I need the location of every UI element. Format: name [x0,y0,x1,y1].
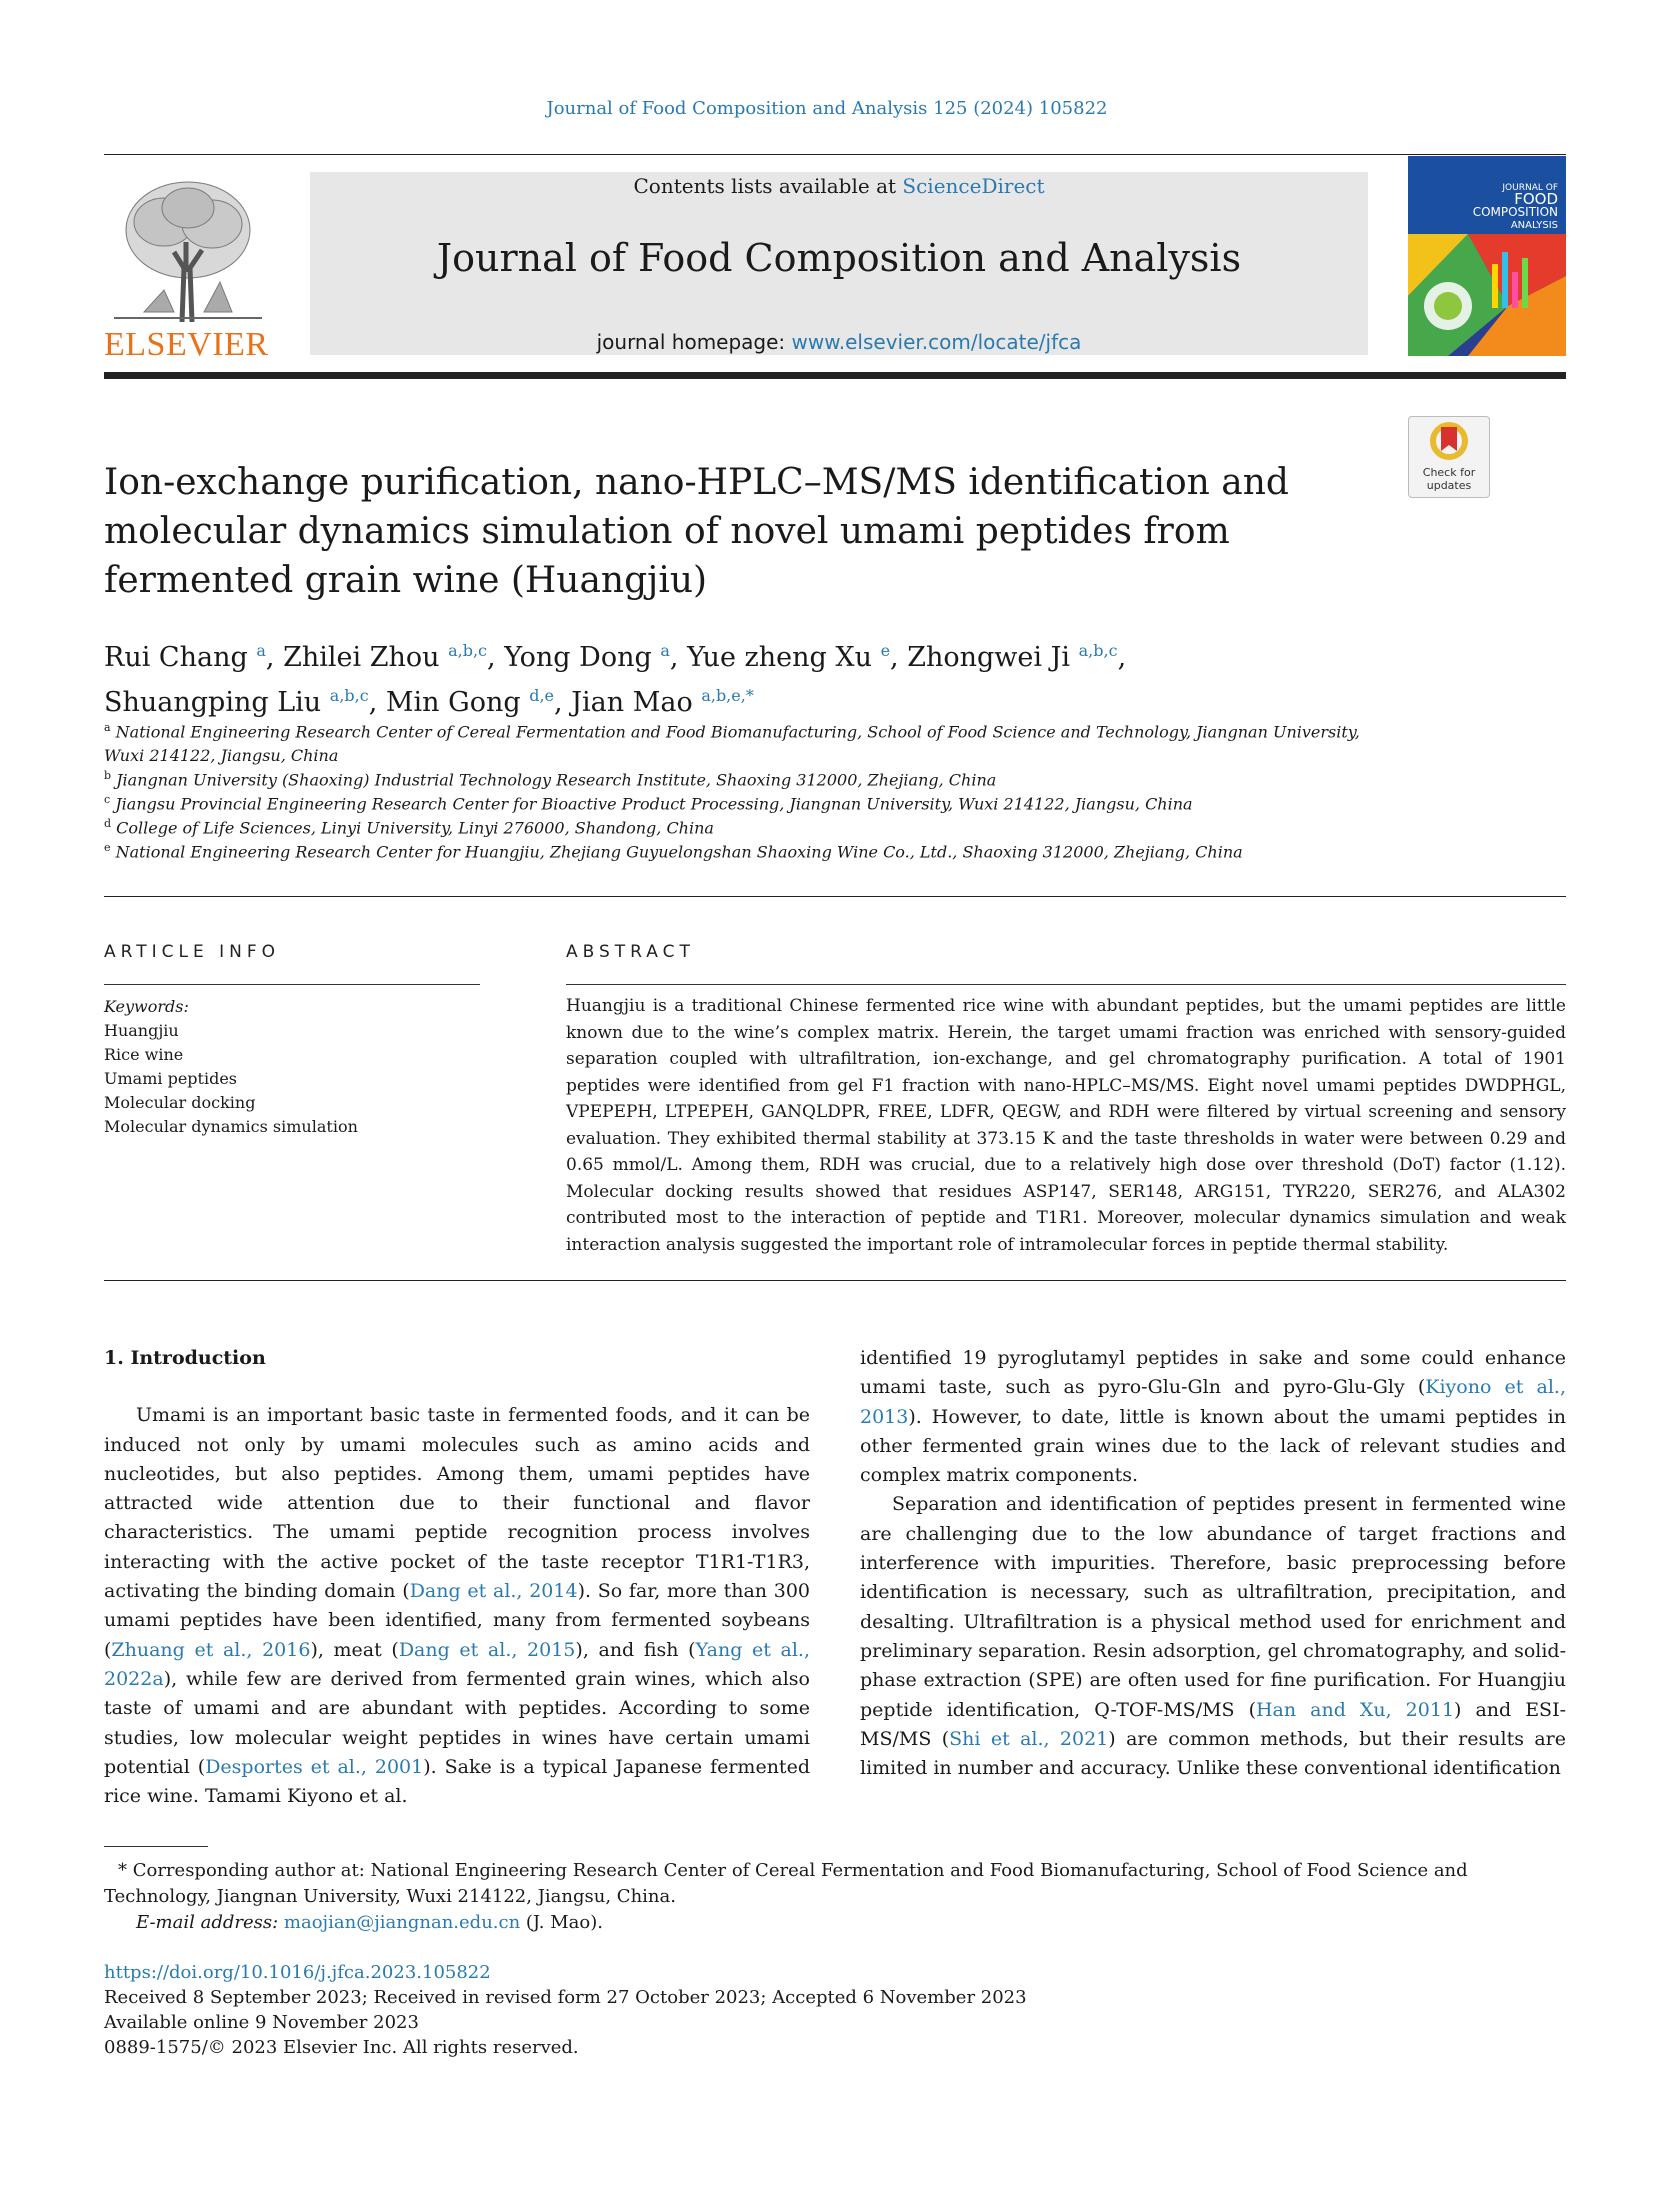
intro-text: ). Sake is a typical Japanese fermented rice wine. Tamami Kiyono et al. [104,1755,810,1808]
email-suffix: (J. Mao). [520,1912,603,1933]
keywords-label: Keywords: [104,997,189,1016]
keyword: Rice wine [104,1045,184,1064]
citation-link[interactable]: Zhuang et al., 2016 [111,1638,311,1661]
doi-link[interactable]: https://doi.org/10.1016/j.jfca.2023.105822 [104,1962,491,1983]
affiliation-key: e [104,841,111,854]
homepage-link[interactable]: www.elsevier.com/locate/jfca [791,330,1082,354]
citation-link[interactable]: Dang et al., 2014 [409,1580,578,1603]
intro-text: identified 19 pyroglutamyl peptides in sake and some could enhance umami taste, such as pyro-Glu-Gln and pyro-Glu-Gly ( [860,1347,1566,1399]
author-list: Rui Chang $^a$, Zhilei Zhou $^{a,b,c}$, Yong Dong $^a$, Yue zheng Xu $^e$, Zhongwei Ji $^{a,b,c}$, Shuangping Liu $^{a,b,c}$, Min Gong $^{d,e}$, Jian Mao $^{a,b,e,*}$ [104,641,1127,718]
citation-link[interactable]: Dang et al., 2015 [398,1638,576,1661]
svg-text:JOURNAL OF: JOURNAL OF [1502,183,1558,193]
keyword: Huangjiu [104,1021,179,1040]
elsevier-wordmark: ELSEVIER [104,326,269,363]
email-link[interactable]: maojian@jiangnan.edu.cn [283,1912,521,1933]
keywords-block [104,995,484,1139]
intro-paragraph-1 [104,1401,810,1811]
intro-right-column [860,1344,1566,1783]
footnote-marker: * [118,1860,127,1881]
author-affiliation-marker[interactable]: a [660,641,670,660]
available-online: Available online 9 November 2023 [104,2012,419,2033]
author-name[interactable]: Zhongwei Ji [907,642,1071,673]
author-name[interactable]: Yong Dong [504,642,652,673]
author[interactable] [687,642,890,673]
contents-prefix: Contents lists available at [633,174,903,198]
footnote-body: Corresponding author at: National Engineering Research Center of Cereal Fermentation and Food Biomanufacturing, School of Food Science and Technology, Jiangnan University, Wuxi 214122, Jiangsu, China. [104,1860,1468,1907]
intro-text: ), meat ( [310,1638,399,1661]
affiliation-text: National Engineering Research Center of Cereal Fermentation and Food Biomanufacturing, School of Food Science and Technology, Jiangnan University, Wuxi 214122, Jiangsu, China [104,722,1360,766]
journal-cover-image[interactable] [1408,156,1566,356]
citation-link[interactable]: Han and Xu, 2011 [1255,1698,1455,1721]
affiliation-key: c [104,793,111,806]
publication-info [104,1960,1566,2060]
citation-link[interactable]: Shi et al., 2021 [949,1727,1109,1750]
intro-paragraph-3 [860,1490,1566,1783]
article-info-rule [104,984,480,985]
sciencedirect-link[interactable]: ScienceDirect [902,174,1045,198]
author-name[interactable]: Min Gong [385,687,521,718]
email-line [104,1910,1566,1936]
intro-text: Separation and identification of peptides present in fermented wine are challenging due to the low abundance of target fractions and interference with impurities. Therefore, basic preprocessing before identification is necessary, such as ultrafiltration, precipitation, and desalting. Ultrafiltration is a physical method used for enrichment and preliminary separation. Resin adsorption, gel chromatography, and solid-phase extraction (SPE) are often used for fine purification. For Huangjiu peptide identification, Q-TOF-MS/MS ( [860,1493,1566,1721]
author[interactable] [907,642,1117,673]
footnote-text [104,1858,1566,1910]
corresponding-author-footnote [104,1858,1566,1936]
keyword: Molecular docking [104,1093,256,1112]
author[interactable] [386,687,554,718]
author[interactable] [104,687,369,718]
intro-left-column [104,1344,810,1811]
affiliation-text: College of Life Sciences, Linyi University, Linyi 276000, Shandong, China [116,818,714,838]
author-affiliation-marker[interactable]: a,b,c [329,686,369,705]
affiliation-e [104,836,1404,864]
journal-title: Journal of Food Composition and Analysis [436,236,1242,280]
affiliation-key: d [104,817,112,830]
citation-link[interactable]: Kiyono et al., 2013 [860,1376,1567,1428]
header-thick-rule [104,372,1566,379]
received-dates: Received 8 September 2023; Received in revised form 27 October 2023; Accepted 6 November 2023 [104,1987,1027,2008]
author-affiliation-marker[interactable]: a,b,c [1078,641,1118,660]
author[interactable] [571,687,754,718]
affiliation-key: a [104,721,111,734]
author-name[interactable]: Rui Chang [104,642,248,673]
intro-text: Umami is an important basic taste in fermented foods, and it can be induced not only by umami molecules such as amino acids and nucleotides, but also peptides. Among them, umami peptides have attracted wide attention due to their functional and flavor characteristics. The umami peptide recognition process involves interacting with the active pocket of the taste receptor T1R1-T1R3, activating the binding domain ( [104,1404,810,1603]
abstract-heading: ABSTRACT [566,942,695,962]
intro-text: ). However, to date, little is known about the umami peptides in other fermented grain wines due to the lack of relevant studies and complex matrix components. [860,1405,1566,1487]
affiliation-text: Jiangnan University (Shaoxing) Industrial Technology Research Institute, Shaoxing 312000, Zhejiang, China [116,770,997,790]
citation-link[interactable]: Desportes et al., 2001 [205,1755,424,1778]
affiliation-rule [104,896,1566,897]
intro-text: ). So far, more than 300 umami peptides have been identified, many from fermented soybeans ( [104,1580,811,1661]
intro-text: ), and fish ( [575,1638,696,1661]
email-label: E-mail address: [136,1912,284,1933]
intro-text: ) are common methods, but their results are limited in number and accuracy. Unlike these conventional identification [860,1727,1566,1780]
svg-text:COMPOSITION: COMPOSITION [1472,205,1558,219]
author[interactable] [104,642,266,673]
abstract-rule [566,984,1566,985]
homepage-line [310,330,1368,354]
footnote-rule [104,1846,208,1847]
article-info-heading: ARTICLE INFO [104,942,280,962]
author[interactable] [283,642,487,673]
keyword: Umami peptides [104,1069,237,1088]
author-affiliation-marker[interactable]: a [256,641,266,660]
author-name[interactable]: Jian Mao [571,687,693,718]
intro-heading: 1. Introduction [104,1347,266,1369]
svg-text:ANALYSIS: ANALYSIS [1510,220,1558,231]
elsevier-tree-logo [104,172,272,322]
abstract-text: Huangjiu is a traditional Chinese fermented rice wine with abundant peptides, but the umami peptides are little known due to the wine’s complex matrix. Herein, the target umami fraction was enriched with sensory-guided separation coupled with ultrafiltration, ion-exchange, and gel chromatography purification. A total of 1901 peptides were identified from gel F1 fraction with nano-HPLC–MS/MS. Eight novel umami peptides DWDPHGL, VPEPEPH, LTPEPEH, GANQLDPR, FREE, LDFR, QEGW, and RDH were filtered by virtual screening and sensory evaluation. They exhibited thermal stability at 373.15 K and the taste thresholds in water were between 0.29 and 0.65 mmol/L. Among them, RDH was crucial, due to a relatively high dose over threshold (DoT) factor (1.12). Molecular docking results showed that residues ASP147, SER148, ARG151, TYR220, SER276, and ALA302 contributed most to the interaction of peptide and T1R1. Moreover, molecular dynamics simulation and weak interaction analysis suggested the important role of intramolecular forces in peptide thermal stability. [566,996,1566,1255]
abstract-bottom-rule [104,1280,1566,1281]
check-for-updates-label: Check for updates [1422,466,1476,492]
svg-text:FOOD: FOOD [1514,190,1558,208]
copyright: 0889-1575/© 2023 Elsevier Inc. All rights reserved. [104,2037,579,2058]
author-affiliation-marker[interactable]: e [880,641,891,660]
homepage-prefix: journal homepage: [596,330,792,354]
crossmark-icon [1409,417,1489,463]
citation-link[interactable]: Yang et al., 2022a [104,1638,810,1690]
author-name[interactable]: Zhilei Zhou [283,642,440,673]
contents-line [310,174,1368,198]
author-name[interactable]: Yue zheng Xu [687,642,872,673]
author-affiliation-marker[interactable]: d,e [529,686,555,705]
author-name[interactable]: Shuangping Liu [104,687,322,718]
affiliation-text: National Engineering Research Center for Huangjiu, Zhejiang Guyuelongshan Shaoxing Wine Co., Ltd., Shaoxing 312000, Zhejiang, China [115,842,1243,862]
article-title: Ion-exchange purification, nano-HPLC–MS/MS identification and molecular dynamics simulation of novel umami peptides from fermented grain wine (Huangjiu) [104,462,1289,601]
author-affiliation-marker[interactable]: a,b,e,* [701,686,754,705]
header-rule [104,154,1566,155]
author-affiliation-marker[interactable]: a,b,c [448,641,488,660]
author[interactable] [504,642,670,673]
intro-paragraph-2 [860,1344,1566,1490]
affiliation-a [104,716,1404,768]
affiliation-text: Jiangsu Provincial Engineering Research Center for Bioactive Product Processing, Jiangnan University, Wuxi 214122, Jiangsu, China [115,794,1193,814]
affiliation-key: b [104,769,112,782]
journal-citation[interactable]: Journal of Food Composition and Analysis 125 (2024) 105822 [546,98,1108,119]
intro-text: ) and ESI-MS/MS ( [860,1698,1566,1750]
keyword: Molecular dynamics simulation [104,1117,358,1136]
intro-text: ), while few are derived from fermented grain wines, which also taste of umami and are abundant with peptides. According to some studies, low molecular weight peptides in wines have certain umami potential ( [104,1667,810,1778]
